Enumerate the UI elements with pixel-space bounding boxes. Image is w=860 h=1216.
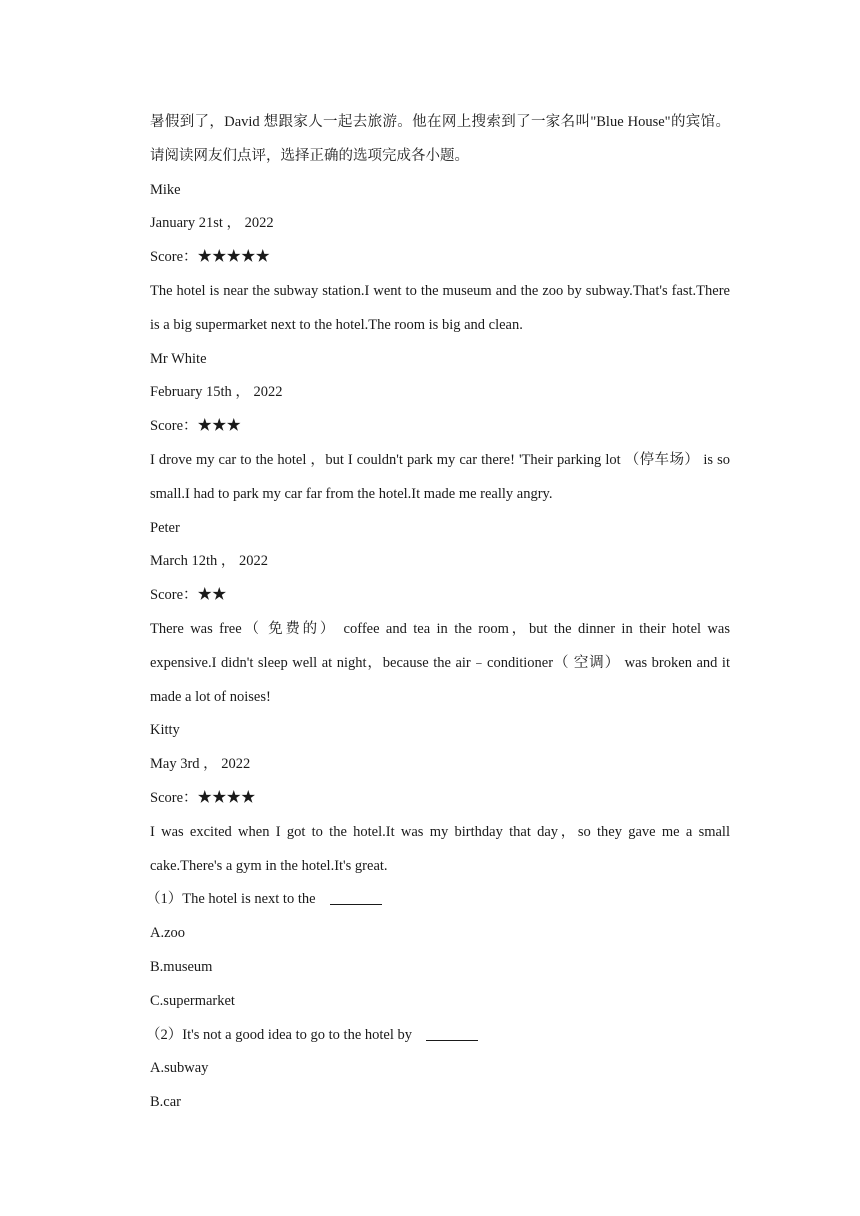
review-date: March 12th ， 2022 — [150, 553, 268, 570]
reviewer-name: Mr White — [150, 350, 207, 367]
review-date: May 3rd ， 2022 — [150, 756, 251, 773]
option-b: B.car — [150, 1094, 181, 1111]
review-kitty — [150, 714, 730, 883]
reviewer-name: Kitty — [150, 722, 180, 739]
question-2 — [146, 1019, 730, 1120]
question-stem: （2）It's not a good idea to go to the hotel by — [146, 1026, 412, 1043]
review-text: The hotel is near the subway station.I went to the museum and the zoo by subway.That's fast.There is a big supermarket next to the hotel.The room is big and clean. — [150, 282, 730, 333]
document-content — [146, 106, 730, 1120]
review-score: Score：★★★★ — [150, 789, 256, 806]
review-text: I was excited when I got to the hotel.It was my birthday that day，so they gave me a small cake.There's a gym in the hotel.It's great. — [150, 823, 730, 874]
review-score: Score：★★★★★ — [150, 249, 271, 266]
review-date: January 21st ， 2022 — [150, 215, 274, 232]
question-1 — [146, 883, 730, 1018]
option-a: A.subway — [150, 1060, 209, 1077]
review-peter — [150, 512, 730, 715]
answer-blank — [426, 1026, 478, 1041]
review-mike — [150, 174, 730, 343]
review-date: February 15th ， 2022 — [150, 384, 283, 401]
review-text: I drove my car to the hotel ，but I couldn't park my car there! 'Their parking lot （停车场） is so small.I had to park my car far from the hotel.It made me really angry. — [150, 451, 730, 502]
question-stem: （1）The hotel is next to the — [146, 891, 316, 908]
review-score: Score：★★ — [150, 587, 227, 604]
review-score: Score：★★★ — [150, 418, 242, 435]
answer-blank — [330, 890, 382, 905]
option-c: C.supermarket — [150, 992, 235, 1009]
option-a: A.zoo — [150, 925, 186, 942]
review-text: There was free（ 免费的） coffee and tea in the room，but the dinner in their hotel was expensive.I didn't sleep well at night，because the air﹣conditioner（ 空调） was broken and it made a lot of noises! — [150, 620, 730, 705]
reviewer-name: Peter — [150, 519, 180, 536]
option-b: B.museum — [150, 958, 213, 975]
intro-paragraph: 暑假到了，David 想跟家人一起去旅游。他在网上搜索到了一家名叫"Blue House"的宾馆。请阅读网友们点评，选择正确的选项完成各小题。 — [150, 114, 730, 164]
reviewer-name: Mike — [150, 181, 181, 198]
review-mr-white — [150, 343, 730, 512]
